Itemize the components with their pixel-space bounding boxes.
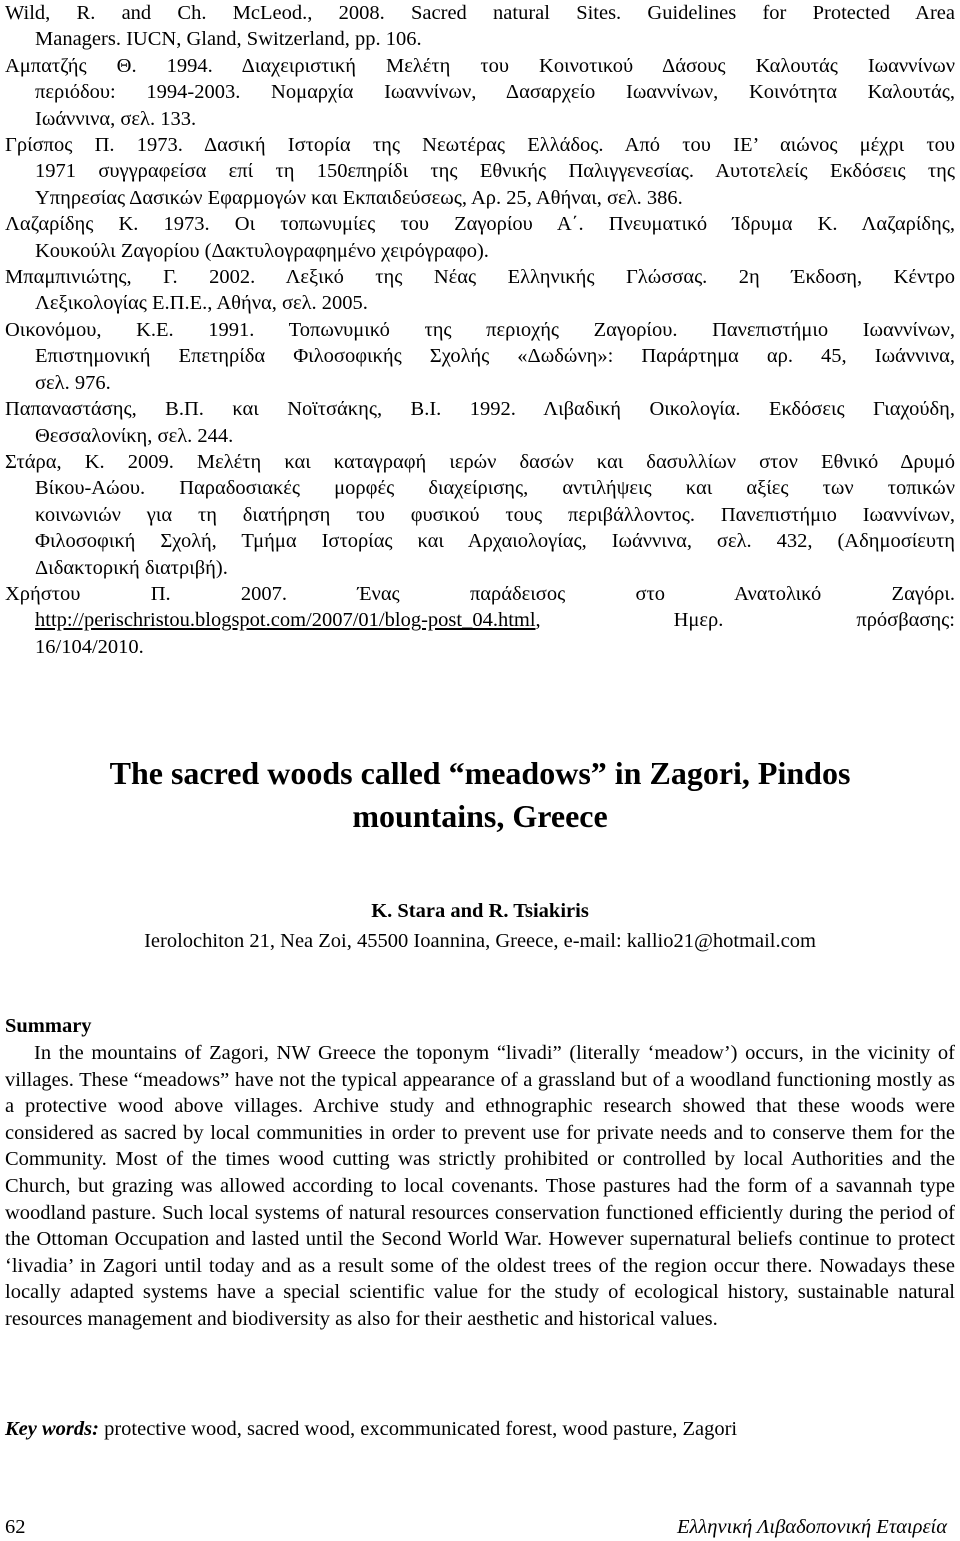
reference-line: Διδακτορική διατριβή). (35, 556, 228, 579)
reference-line: 1971 συγγραφείσα επί τη 150επηρίδι της Εθνικής Παλιγγενεσίας. Αυτοτελείς Εκδόσεις της (35, 160, 955, 183)
reference-entry (5, 264, 955, 317)
paper-title-line-1: The sacred woods called “meadows” in Zagori, Pindos (109, 755, 851, 791)
reference-line: 16/104/2010. (35, 635, 144, 658)
reference-line: Στάρα, Κ. 2009. Μελέτη και καταγραφή ιερών δασών και δασυλλίων στον Εθνικό Δρυμό (5, 450, 955, 473)
paper-title-line-2: mountains, Greece (352, 798, 608, 834)
reference-entry (5, 53, 955, 132)
summary-heading: Summary (5, 1015, 92, 1037)
keywords-text: protective wood, sacred wood, excommunicated forest, wood pasture, Zagori (98, 1418, 738, 1440)
reference-line: Wild, R. and Ch. McLeod., 2008. Sacred natural Sites. Guidelines for Protected Area (5, 2, 955, 24)
reference-line: Θεσσαλονίκη, σελ. 244. (35, 424, 234, 447)
keywords-label: Key words: (5, 1418, 99, 1440)
keywords (5, 1415, 955, 1443)
reference-list (5, 0, 955, 660)
page-number: 62 (5, 1516, 26, 1538)
reference-line (5, 607, 955, 633)
reference-entry (5, 211, 955, 264)
reference-line: Λεξικολογίας Ε.Π.Ε., Αθήνα, σελ. 2005. (35, 292, 368, 315)
author-affiliation: Ierolochiton 21, Nea Zoi, 45500 Ioannina, Greece, e-mail: kallio21@hotmail.com (144, 930, 816, 952)
reference-entry (5, 317, 955, 396)
reference-entry (5, 0, 955, 53)
reference-line: Βίκου-Αώου. Παραδοσιακές μορφές διαχείρισης, αντιλήψεις και αξίες των τοπικών (35, 477, 955, 500)
reference-entry (5, 396, 955, 449)
reference-entry (5, 132, 955, 211)
reference-line: Λαζαρίδης Κ. 1973. Οι τοπωνυμίες του Ζαγορίου Α΄. Πνευματικό Ίδρυμα Κ. Λαζαρίδης, (5, 213, 955, 236)
summary-text: In the mountains of Zagori, NW Greece the toponym “livadi” (literally ‘meadow’) occurs, in the vicinity of villages. These “meadows” have not the typical appearance of a grassland but of a woodland functioning mostly as a protective wood above villages. Archive study and ethnographic research showed that these woods were considered as sacred by local communities in order to prevent use for private needs and to conserve them for the Community. Most of the times wood cutting was strictly prohibited or controlled by local Authorities and the Church, but grazing was allowed according to local covenants. Those pastures had the form of a savannah type woodland pasture. Such local systems of natural resources conservation functioned efficiently during the period of the Ottoman Occupation and lasted until the Second World War. However supernatural beliefs continue to protect ‘livadia’ in Zagori until today and as a result some of the oldest trees of the region occur there. Nowadays these locally adapted systems have a special scientific value for the study of ecological history, sustainable natural resources management and biodiversity as also for their aesthetic and historical values. (5, 1042, 955, 1330)
reference-line: Μπαμπινιώτης, Γ. 2002. Λεξικό της Νέας Ελληνικής Γλώσσας. 2η Έκδοση, Κέντρο (5, 266, 955, 289)
reference-line: Γρίσπος Π. 1973. Δασική Ιστορία της Νεωτέρας Ελλάδος. Από του ΙΕ’ αιώνος μέχρι του (5, 134, 955, 157)
reference-line: Αμπατζής Θ. 1994. Διαχειριστική Μελέτη του Κοινοτικού Δάσους Καλουτάς Ιωαννίνων (5, 54, 955, 77)
reference-entry (5, 581, 955, 660)
reference-access-label: , Ημερ. πρόσβασης: (535, 609, 955, 632)
reference-line: Χρήστου Π. 2007. Ένας παράδεισος στο Ανατολικό Ζαγόρι. (5, 582, 955, 605)
reference-line: κοινωνιών για τη διατήρηση του φυσικού τους περιβάλλοντος. Πανεπιστήμιο Ιωαννίνων, (35, 503, 955, 526)
paper-title (5, 752, 955, 838)
paper-authors: K. Stara and R. Tsiakiris (371, 900, 589, 922)
reference-line: σελ. 976. (35, 371, 111, 394)
reference-line: Κουκούλι Ζαγορίου (Δακτυλογραφημένο χειρόγραφο). (35, 239, 489, 262)
reference-line: περιόδου: 1994-2003. Νομαρχία Ιωαννίνων, Δασαρχείο Ιωαννίνων, Κοινότητα Καλουτάς, (35, 81, 955, 104)
reference-line: Υπηρεσίας Δασικών Εφαρμογών και Εκπαιδεύσεως, Αρ. 25, Αθήναι, σελ. 386. (35, 186, 683, 209)
reference-line: Managers. IUCN, Gland, Switzerland, pp. 106. (35, 28, 422, 51)
reference-line: Οικονόμου, Κ.Ε. 1991. Τοπωνυμικό της περιοχής Ζαγορίου. Πανεπιστήμιο Ιωαννίνων, (5, 318, 955, 341)
reference-url-link[interactable]: http://perischristou.blogspot.com/2007/01/blog-post_04.html (35, 609, 536, 632)
reference-line: Επιστημονική Επετηρίδα Φιλοσοφικής Σχολής «Δωδώνη»: Παράρτημα αρ. 45, Ιωάννινα, (35, 345, 955, 368)
reference-line: Φιλοσοφική Σχολή, Τμήμα Ιστορίας και Αρχαιολογίας, Ιωάννινα, σελ. 432, (Αδημοσίευτη (35, 530, 955, 553)
reference-entry (5, 449, 955, 581)
society-name: Ελληνική Λιβαδοπονική Εταιρεία (677, 1516, 947, 1538)
reference-line: Ιωάννινα, σελ. 133. (35, 107, 197, 130)
reference-line: Παπαναστάσης, Β.Π. και Νοϊτσάκης, Β.Ι. 1992. Λιβαδική Οικολογία. Εκδόσεις Γιαχούδη, (5, 398, 955, 421)
